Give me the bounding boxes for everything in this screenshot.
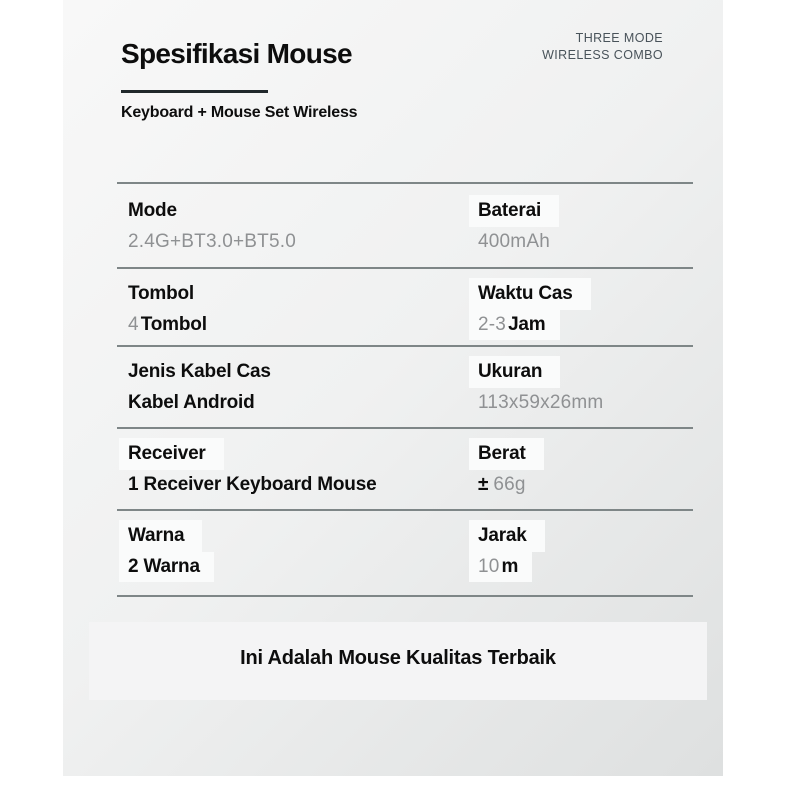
spec-label: Tombol: [128, 283, 194, 304]
spec-cell-left: [128, 201, 478, 267]
page-title: Spesifikasi Mouse: [121, 38, 352, 69]
spec-row: [117, 427, 693, 509]
spec-row: [117, 267, 693, 345]
spec-value: 2.4G+BT3.0+BT5.0: [128, 231, 296, 252]
spec-table: [117, 182, 693, 597]
spec-label: Waktu Cas: [478, 284, 693, 304]
title-underline: [121, 90, 268, 93]
spec-value: Kabel Android: [128, 392, 255, 413]
spec-row: [117, 182, 693, 267]
spec-cell-right: [478, 284, 693, 345]
spec-cell-right: [478, 444, 693, 509]
spec-label: Warna: [128, 526, 478, 546]
spec-value: 2 Warna: [128, 557, 478, 577]
spec-panel: [63, 0, 723, 776]
spec-value: 4 Tombol: [128, 314, 207, 335]
spec-label: Mode: [128, 200, 177, 221]
tagline-line-1: THREE MODE: [575, 31, 663, 45]
spec-cell-left: [128, 362, 478, 427]
spec-value: 2-3 Jam: [478, 315, 693, 335]
footer-text: Ini Adalah Mouse Kualitas Terbaik: [240, 646, 556, 669]
spec-label: Jarak: [478, 526, 693, 546]
spec-value: 113x59x26mm: [478, 392, 604, 413]
page-subtitle: Keyboard + Mouse Set Wireless: [121, 104, 358, 121]
footer-banner: [89, 622, 707, 700]
tagline-line-2: WIRELESS COMBO: [542, 47, 663, 62]
spec-value: 10 m: [478, 557, 693, 577]
spec-label: Receiver: [128, 444, 478, 464]
spec-cell-left: [128, 284, 478, 345]
spec-value: 400mAh: [478, 231, 550, 252]
spec-label: Jenis Kabel Cas: [128, 361, 271, 382]
spec-value: 1 Receiver Keyboard Mouse: [128, 474, 377, 495]
spec-row: [117, 345, 693, 427]
spec-cell-right: [478, 201, 693, 267]
spec-cell-left: [128, 526, 478, 595]
spec-row: [117, 509, 693, 597]
spec-value: ± 66g: [478, 474, 526, 495]
spec-cell-left: [128, 444, 478, 509]
spec-label: Baterai: [478, 201, 693, 221]
spec-cell-right: [478, 362, 693, 427]
spec-label: Ukuran: [478, 362, 693, 382]
corner-tagline: [542, 30, 663, 64]
spec-cell-right: [478, 526, 693, 595]
spec-label: Berat: [478, 444, 693, 464]
